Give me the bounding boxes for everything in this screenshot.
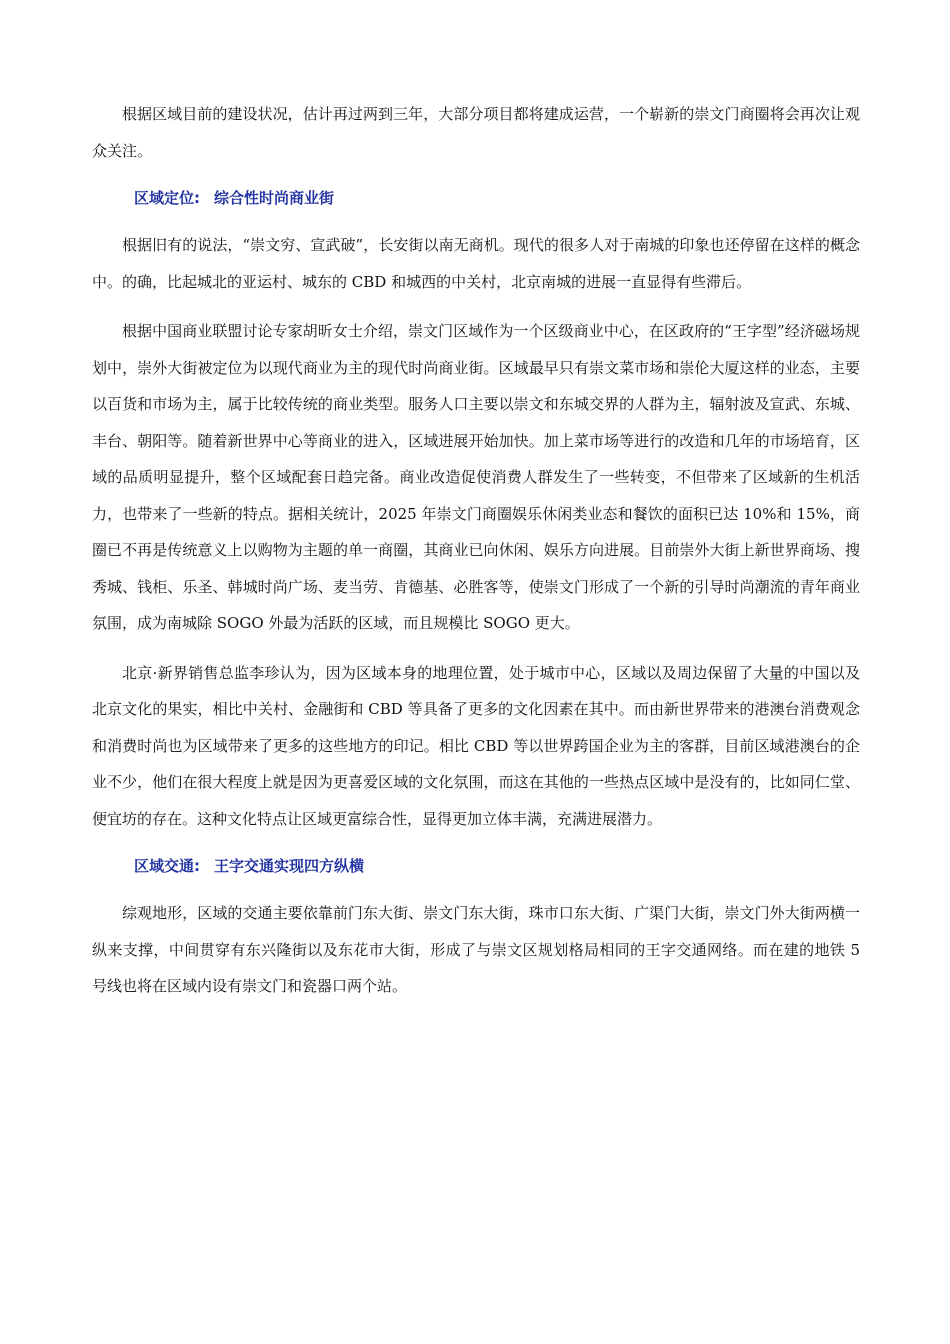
section-heading-title: 王字交通实现四方纵横 [214, 857, 365, 875]
section-heading-transport [92, 854, 860, 878]
section-heading-label: 区域交通: [134, 857, 200, 875]
spacer [92, 210, 860, 227]
spacer [92, 300, 860, 313]
section-heading-positioning [92, 186, 860, 210]
spacer [92, 837, 860, 854]
paragraph-intro: 根据区域目前的建设状况，估计再过两到三年，大部分项目都将建成运营，一个崭新的崇文门商圈将会再次让观众关注。 [92, 105, 860, 160]
paragraph-transport: 综观地形，区域的交通主要依靠前门东大街、崇文门东大街，珠市口东大街、广渠门大街，崇文门外大街两横一纵来支撑，中间贯穿有东兴隆街以及东花市大街，形成了与崇文区规划格局相同的王字交通网络。而在建的地铁 5 号线也将在区域内设有崇文门和瓷器口两个站。 [92, 904, 860, 995]
spacer [92, 878, 860, 895]
spacer [92, 642, 860, 655]
paragraph-commercial-center: 根据中国商业联盟讨论专家胡昕女士介绍，崇文门区域作为一个区级商业中心，在区政府的“王字型”经济磁场规划中，崇外大街被定位为以现代商业为主的现代时尚商业街。区域最早只有崇文菜市场和崇伦大厦这样的业态，主要以百货和市场为主，属于比较传统的商业类型。服务人口主要以崇文和东城交界的人群为主，辐射波及宣武、东城、丰台、朝阳等。随着新世界中心等商业的进入，区域进展开始加快。加上菜市场等进行的改造和几年的市场培育，区域的品质明显提升，整个区域配套日趋完备。商业改造促使消费人群发生了一些转变，不但带来了区域新的生机活力，也带来了一些新的特点。据相关统计，2025 年崇文门商圈娱乐休闲类业态和餐饮的面积已达 10%和 15%，商圈已不再是传统意义上以购物为主题的单一商圈，其商业已向休闲、娱乐方向进展。目前崇外大街上新世界商场、搜秀城、钱柜、乐圣、韩城时尚广场、麦当劳、肯德基、必胜客等，使崇文门形成了一个新的引导时尚潮流的青年商业氛围，成为南城除 SOGO 外最为活跃的区域，而且规模比 SOGO 更大。 [92, 322, 860, 632]
section-heading-title: 综合性时尚商业街 [214, 189, 335, 207]
spacer [92, 169, 860, 186]
paragraph-south-city: 根据旧有的说法，“崇文穷、宣武破”，长安街以南无商机。现代的很多人对于南城的印象也还停留在这样的概念中。的确，比起城北的亚运村、城东的 CBD 和城西的中关村，北京南城的进展一直显得有些滞后。 [92, 236, 860, 291]
section-heading-label: 区域定位: [134, 189, 200, 207]
paragraph-culture: 北京·新界销售总监李珍认为，因为区域本身的地理位置，处于城市中心，区域以及周边保留了大量的中国以及北京文化的果实，相比中关村、金融街和 CBD 等具备了更多的文化因素在其中。而由新世界带来的港澳台消费观念和消费时尚也为区域带来了更多的这些地方的印记。相比 CBD 等以世界跨国企业为主的客群，目前区域港澳台的企业不少，他们在很大程度上就是因为更喜爱区域的文化氛围，而这在其他的一些热点区域中是没有的，比如同仁堂、便宜坊的存在。这种文化特点让区域更富综合性，显得更加立体丰满，充满进展潜力。 [92, 663, 860, 828]
document-page [92, 96, 860, 1005]
